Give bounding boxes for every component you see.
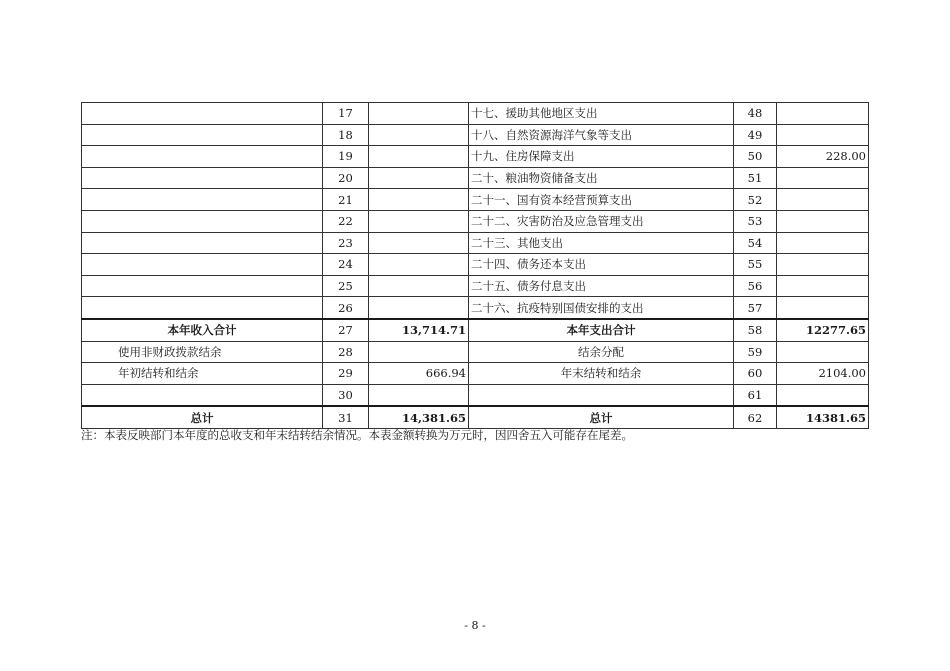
income-item-cell [82,189,323,211]
table-row [82,232,869,254]
table-row [82,103,869,125]
income-total-label: 本年收入合计 [82,319,323,341]
expense-line-number: 52 [734,189,777,211]
income-amount-cell [369,189,469,211]
expense-item-cell: 十九、住房保障支出 [469,146,734,168]
income-amount-cell [369,167,469,189]
income-item-cell [82,124,323,146]
expense-line-number: 53 [734,210,777,232]
income-amount-cell [369,210,469,232]
expense-line-number: 49 [734,124,777,146]
income-item-cell [82,297,323,319]
income-line-number: 24 [323,254,369,276]
income-line-number: 31 [323,406,369,428]
expense-total-amount: 12277.65 [777,319,869,341]
expense-line-number: 50 [734,146,777,168]
income-item-cell [82,210,323,232]
table-row [82,210,869,232]
income-grand-total-label: 总计 [82,406,323,428]
table-row [82,189,869,211]
income-grand-total-amount: 14,381.65 [369,406,469,428]
expense-item-cell: 二十四、债务还本支出 [469,254,734,276]
expense-line-number: 48 [734,103,777,125]
page-number: - 8 - [464,619,486,632]
income-item-cell [82,146,323,168]
expense-amount-cell [777,210,869,232]
table-row [82,254,869,276]
expense-item-cell [469,384,734,406]
income-line-number: 27 [323,319,369,341]
expense-amount-cell [777,124,869,146]
income-line-number: 23 [323,232,369,254]
income-item-cell [82,232,323,254]
expense-line-number: 59 [734,341,777,363]
expense-amount-cell [777,384,869,406]
expense-line-number: 61 [734,384,777,406]
income-line-number: 19 [323,146,369,168]
income-item-cell: 使用非财政拨款结余 [82,341,323,363]
expense-grand-total-amount: 14381.65 [777,406,869,428]
income-item-cell [82,167,323,189]
expense-item-cell: 二十一、国有资本经营预算支出 [469,189,734,211]
expense-item-cell: 二十五、债务付息支出 [469,275,734,297]
budget-summary-table [81,102,869,429]
income-amount-cell: 666.94 [369,363,469,385]
income-total-amount: 13,714.71 [369,319,469,341]
expense-grand-total-label: 总计 [469,406,734,428]
expense-item-cell: 十八、自然资源海洋气象等支出 [469,124,734,146]
income-amount-cell [369,232,469,254]
expense-amount-cell [777,275,869,297]
income-amount-cell [369,384,469,406]
income-line-number: 17 [323,103,369,125]
expense-line-number: 55 [734,254,777,276]
income-line-number: 29 [323,363,369,385]
income-line-number: 21 [323,189,369,211]
income-amount-cell [369,275,469,297]
expense-line-number: 57 [734,297,777,319]
table-footnote: 注：本表反映部门本年度的总收支和年末结转结余情况。本表金额转换为万元时，因四舍五入可能存在尾差。 [81,428,633,442]
income-amount-cell [369,124,469,146]
expense-total-label: 本年支出合计 [469,319,734,341]
table-row [82,297,869,319]
expense-item-cell: 二十三、其他支出 [469,232,734,254]
expense-line-number: 56 [734,275,777,297]
income-line-number: 20 [323,167,369,189]
income-amount-cell [369,103,469,125]
expense-amount-cell [777,254,869,276]
income-line-number: 30 [323,384,369,406]
expense-line-number: 51 [734,167,777,189]
expense-amount-cell [777,167,869,189]
year-total-row [82,319,869,341]
expense-item-cell: 二十六、抗疫特别国债安排的支出 [469,297,734,319]
table-row [82,124,869,146]
expense-amount-cell [777,103,869,125]
table-row [82,146,869,168]
table-row [82,167,869,189]
grand-total-row [82,406,869,428]
income-line-number: 22 [323,210,369,232]
expense-amount-cell [777,189,869,211]
expense-line-number: 54 [734,232,777,254]
expense-line-number: 58 [734,319,777,341]
income-item-cell: 年初结转和结余 [82,363,323,385]
expense-item-cell: 十七、援助其他地区支出 [469,103,734,125]
balance-row [82,384,869,406]
expense-amount-cell: 228.00 [777,146,869,168]
balance-row [82,363,869,385]
expense-amount-cell [777,297,869,319]
balance-row [82,341,869,363]
income-item-cell [82,103,323,125]
expense-amount-cell: 2104.00 [777,363,869,385]
income-item-cell [82,254,323,276]
expense-line-number: 62 [734,406,777,428]
income-line-number: 18 [323,124,369,146]
income-line-number: 25 [323,275,369,297]
expense-amount-cell [777,341,869,363]
expense-item-cell: 年末结转和结余 [469,363,734,385]
expense-line-number: 60 [734,363,777,385]
expense-item-cell: 结余分配 [469,341,734,363]
income-line-number: 26 [323,297,369,319]
income-item-cell [82,275,323,297]
income-amount-cell [369,341,469,363]
expense-item-cell: 二十、粮油物资储备支出 [469,167,734,189]
table-row [82,275,869,297]
expense-item-cell: 二十二、灾害防治及应急管理支出 [469,210,734,232]
income-amount-cell [369,254,469,276]
income-line-number: 28 [323,341,369,363]
income-item-cell [82,384,323,406]
income-amount-cell [369,297,469,319]
income-amount-cell [369,146,469,168]
expense-amount-cell [777,232,869,254]
